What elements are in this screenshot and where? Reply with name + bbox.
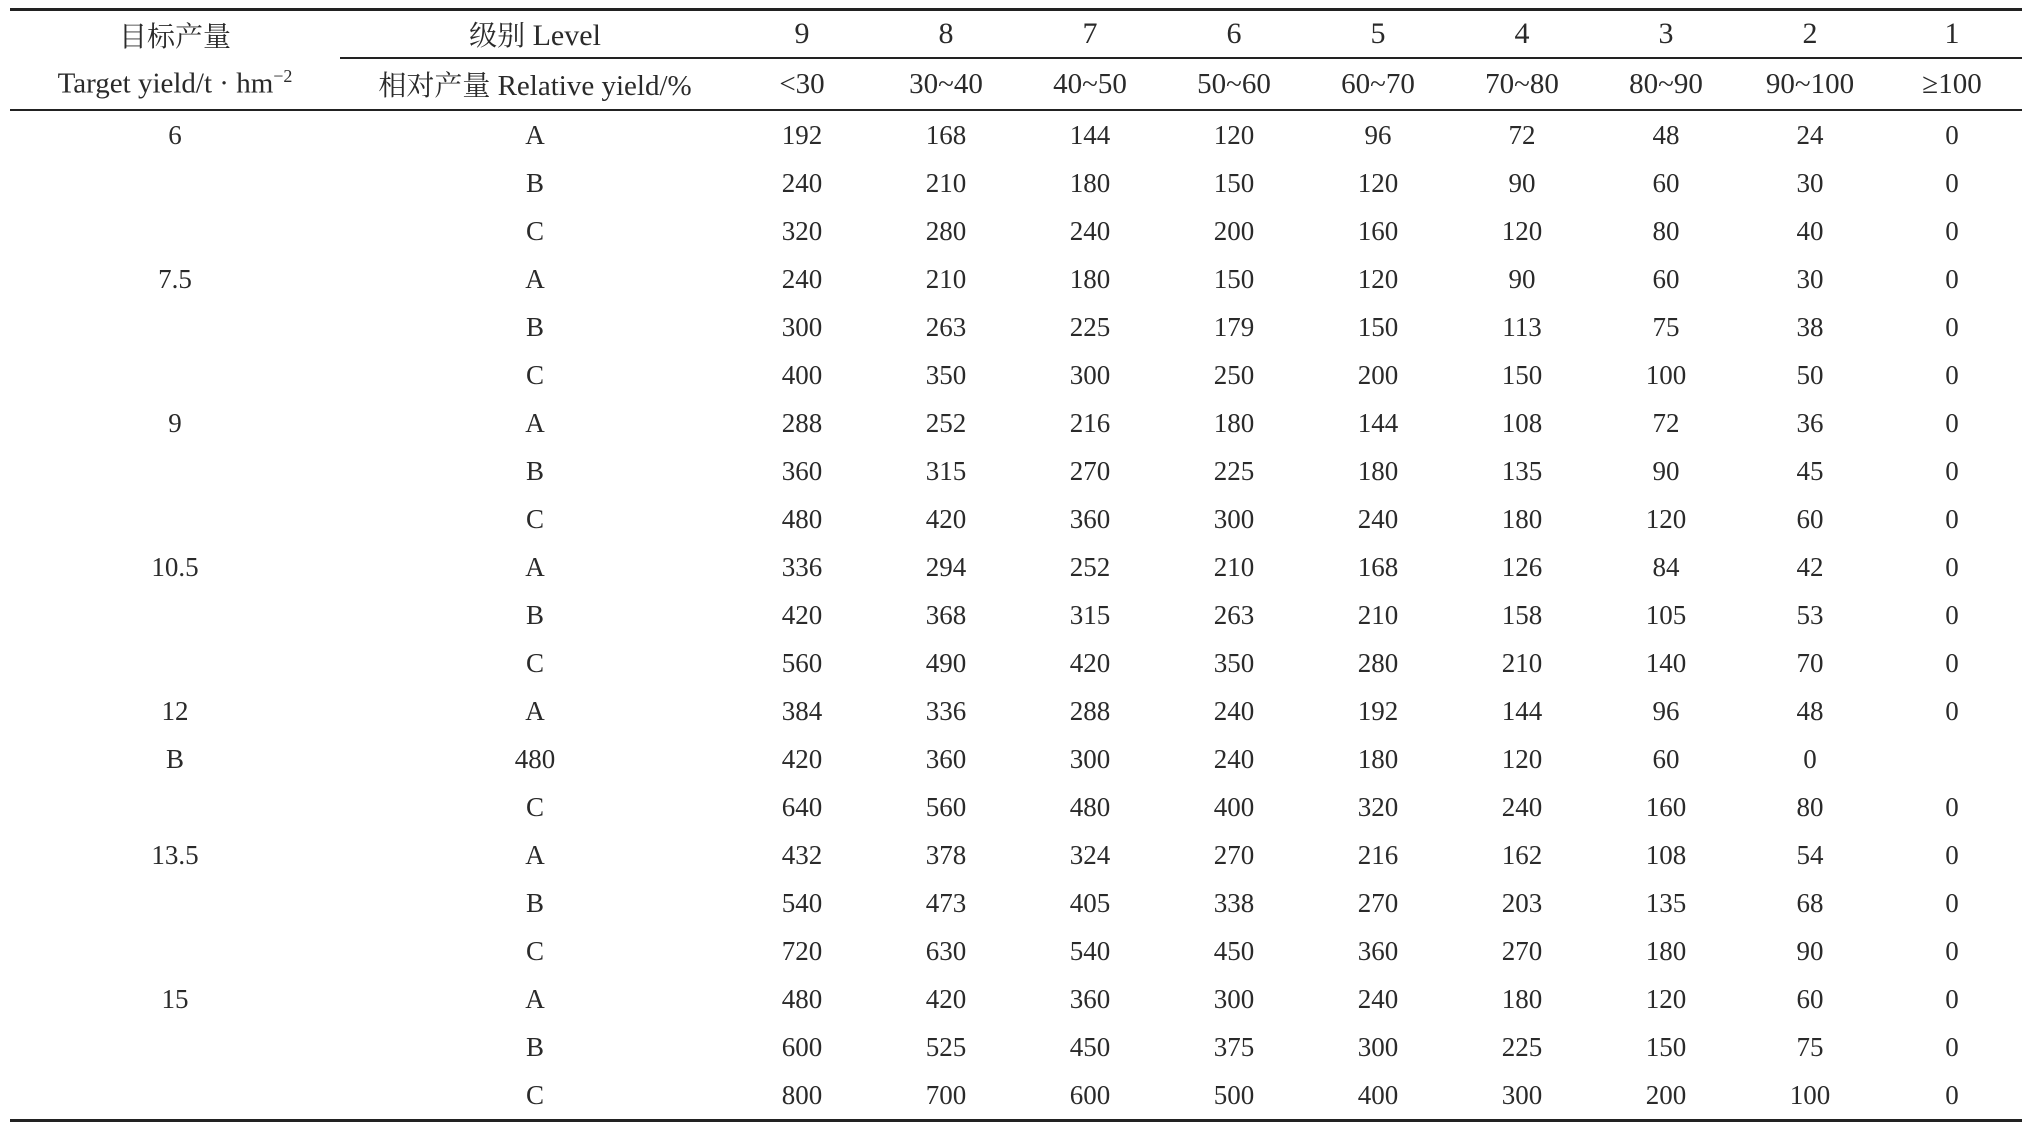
value-cell: 90 (1652, 455, 1680, 486)
target-yield-cell (10, 447, 340, 495)
value-cell: 480 (781, 983, 823, 1014)
table-row (10, 543, 2022, 591)
value-cell: 144 (1357, 407, 1399, 438)
target-yield-cell (10, 591, 340, 639)
level-cn-label: 级别 (469, 19, 526, 52)
target-yield-cell: 13.5 (151, 839, 199, 870)
value-cell: 420 (781, 599, 823, 630)
value-cell: 90 (1508, 167, 1536, 198)
table-row (10, 591, 2022, 639)
grade-cell: B (525, 167, 544, 198)
value-cell: 96 (1652, 695, 1680, 726)
grade-cell: A (525, 551, 545, 582)
value-cell: 200 (1213, 215, 1255, 246)
value-cell: 378 (925, 839, 967, 870)
value-cell: 270 (1501, 935, 1543, 966)
value-cell: 720 (781, 935, 823, 966)
value-cell: 50 (1796, 359, 1824, 390)
value-cell: 270 (1213, 839, 1255, 870)
value-cell: 42 (1796, 551, 1824, 582)
table-row (10, 1071, 2022, 1121)
range-col-8: 90~100 (1738, 58, 1882, 110)
target-yield-cell (10, 495, 340, 543)
grade-cell: A (525, 119, 545, 150)
value-cell: 180 (1645, 935, 1687, 966)
value-cell: 500 (1162, 1071, 1306, 1121)
target-yield-cell: 6 (168, 119, 182, 150)
value-cell: 180 (1357, 743, 1399, 774)
value-cell: 336 (781, 551, 823, 582)
value-cell: 38 (1796, 311, 1824, 342)
value-cell: 630 (925, 935, 967, 966)
range-col-2: 30~40 (874, 58, 1018, 110)
grade-cell: C (525, 647, 544, 678)
value-cell: 210 (1213, 551, 1255, 582)
level-col-5: 5 (1306, 10, 1450, 59)
target-yield-cell (10, 879, 340, 927)
value-cell: 158 (1501, 599, 1543, 630)
value-cell: 700 (874, 1071, 1018, 1121)
value-cell: 240 (1213, 695, 1255, 726)
value-cell: 108 (1501, 407, 1543, 438)
value-cell: 0 (1945, 1031, 1959, 1062)
value-cell: 240 (1213, 743, 1255, 774)
value-cell: 0 (1945, 311, 1959, 342)
value-cell: 0 (1945, 119, 1959, 150)
value-cell: 216 (1069, 407, 1111, 438)
value-cell: 140 (1645, 647, 1687, 678)
header-row-relative-yield (10, 58, 2022, 110)
value-cell: 288 (781, 407, 823, 438)
grade-cell: C (525, 215, 544, 246)
level-col-8: 8 (874, 10, 1018, 59)
value-cell: 160 (1357, 215, 1399, 246)
grade-cell: A (525, 695, 545, 726)
value-cell: 263 (925, 311, 967, 342)
value-cell: 360 (925, 743, 967, 774)
range-col-3: 40~50 (1018, 58, 1162, 110)
value-cell: 0 (1945, 887, 1959, 918)
value-cell: 420 (925, 983, 967, 1014)
header-target-yield-cn (10, 10, 340, 59)
target-yield-cell (10, 207, 340, 255)
level-col-7: 7 (1018, 10, 1162, 59)
header-relative-yield (340, 58, 730, 110)
target-yield-cell (10, 927, 340, 975)
value-cell: 192 (781, 119, 823, 150)
value-cell: 180 (1357, 455, 1399, 486)
grade-cell: C (525, 359, 544, 390)
value-cell: 120 (1357, 167, 1399, 198)
value-cell: 60 (1796, 503, 1824, 534)
value-cell: 294 (925, 551, 967, 582)
value-cell: 96 (1364, 119, 1392, 150)
value-cell: 280 (925, 215, 967, 246)
value-cell: 0 (1803, 743, 1817, 774)
value-cell: 384 (781, 695, 823, 726)
table-row (10, 1023, 2022, 1071)
value-cell: 600 (781, 1031, 823, 1062)
grade-cell: 480 (514, 743, 556, 774)
value-cell: 105 (1645, 599, 1687, 630)
value-cell: 473 (925, 887, 967, 918)
value-cell: 420 (1069, 647, 1111, 678)
value-cell: 200 (1357, 359, 1399, 390)
grade-cell: A (525, 407, 545, 438)
value-cell: 0 (1945, 839, 1959, 870)
value-cell: 420 (925, 503, 967, 534)
value-cell: 360 (1069, 983, 1111, 1014)
value-cell: 0 (1945, 455, 1959, 486)
table-body (10, 10, 2022, 1121)
fertilizer-table (10, 8, 2022, 1122)
value-cell: 210 (1501, 647, 1543, 678)
table-row (10, 110, 2022, 159)
table-row (10, 975, 2022, 1023)
target-yield-cell (10, 639, 340, 687)
range-col-4: 50~60 (1162, 58, 1306, 110)
value-cell: 240 (1357, 503, 1399, 534)
value-cell: 75 (1796, 1031, 1824, 1062)
value-cell: 210 (925, 263, 967, 294)
value-cell: 160 (1645, 791, 1687, 822)
value-cell: 54 (1796, 839, 1824, 870)
level-en-label: Level (532, 19, 601, 52)
value-cell: 560 (781, 647, 823, 678)
value-cell: 540 (1069, 935, 1111, 966)
value-cell: 315 (925, 455, 967, 486)
value-cell: 135 (1501, 455, 1543, 486)
value-cell: 40 (1796, 215, 1824, 246)
value-cell: 0 (1945, 167, 1959, 198)
value-cell: 0 (1945, 503, 1959, 534)
table-row (10, 687, 2022, 735)
value-cell: 560 (925, 791, 967, 822)
value-cell: 0 (1945, 983, 1959, 1014)
value-cell: 420 (781, 743, 823, 774)
value-cell: 180 (1501, 503, 1543, 534)
value-cell: 0 (1945, 407, 1959, 438)
target-yield-cell: 10.5 (151, 551, 199, 582)
value-cell: 540 (781, 887, 823, 918)
grade-cell: A (525, 983, 545, 1014)
value-cell: 24 (1796, 119, 1824, 150)
range-col-9: ≥100 (1882, 58, 2022, 110)
value-cell: 250 (1213, 359, 1255, 390)
value-cell: 300 (1069, 359, 1111, 390)
relative-yield-cn-label: 相对产量 (378, 69, 491, 102)
table-row (10, 351, 2022, 399)
value-cell: 320 (781, 215, 823, 246)
table-row (10, 447, 2022, 495)
value-cell: 640 (781, 791, 823, 822)
table-row (10, 495, 2022, 543)
value-cell: 800 (730, 1071, 874, 1121)
value-cell: 179 (1213, 311, 1255, 342)
target-yield-cell: 15 (161, 983, 189, 1014)
grade-cell: B (525, 311, 544, 342)
value-cell: 300 (1213, 503, 1255, 534)
value-cell: 150 (1645, 1031, 1687, 1062)
value-cell: 168 (1357, 551, 1399, 582)
level-col-4: 4 (1450, 10, 1594, 59)
value-cell: 113 (1502, 311, 1542, 342)
value-cell: 263 (1213, 599, 1255, 630)
level-col-2: 2 (1738, 10, 1882, 59)
table-row (10, 735, 2022, 783)
value-cell: 60 (1652, 167, 1680, 198)
value-cell: 240 (1357, 983, 1399, 1014)
value-cell: 180 (1501, 983, 1543, 1014)
value-cell: 0 (1945, 359, 1959, 390)
value-cell: 270 (1069, 455, 1111, 486)
value-cell: 240 (781, 263, 823, 294)
range-col-5: 60~70 (1306, 58, 1450, 110)
value-cell: 360 (1069, 503, 1111, 534)
value-cell: 480 (781, 503, 823, 534)
table-row (10, 303, 2022, 351)
value-cell: 240 (1069, 215, 1111, 246)
value-cell: 400 (781, 359, 823, 390)
value-cell: 180 (1213, 407, 1255, 438)
value-cell: 53 (1796, 599, 1824, 630)
value-cell: 60 (1652, 263, 1680, 294)
value-cell: 338 (1213, 887, 1255, 918)
value-cell: 480 (1069, 791, 1111, 822)
value-cell: 72 (1508, 119, 1536, 150)
value-cell: 0 (1945, 935, 1959, 966)
value-cell: 80 (1796, 791, 1824, 822)
value-cell (1882, 735, 2022, 783)
target-yield-cell (10, 783, 340, 831)
level-col-9: 9 (730, 10, 874, 59)
level-col-6: 6 (1162, 10, 1306, 59)
value-cell: 240 (781, 167, 823, 198)
target-yield-cell (10, 351, 340, 399)
value-cell: 0 (1882, 1071, 2022, 1121)
value-cell: 30 (1796, 167, 1824, 198)
target-yield-en-label: Target yield/t · hm (57, 67, 274, 100)
value-cell: 375 (1213, 1031, 1255, 1062)
value-cell: 225 (1501, 1031, 1543, 1062)
table-row (10, 207, 2022, 255)
value-cell: 0 (1945, 791, 1959, 822)
range-col-1: <30 (730, 58, 874, 110)
table-row (10, 879, 2022, 927)
value-cell: 150 (1213, 263, 1255, 294)
value-cell: 252 (925, 407, 967, 438)
table-row (10, 255, 2022, 303)
value-cell: 168 (925, 119, 967, 150)
grade-cell: C (525, 935, 544, 966)
target-yield-cell (10, 1023, 340, 1071)
value-cell: 72 (1652, 407, 1680, 438)
value-cell: 48 (1796, 695, 1824, 726)
value-cell: 252 (1069, 551, 1111, 582)
header-row-level (10, 10, 2022, 59)
table-row (10, 831, 2022, 879)
target-yield-cn-label: 目标产量 (118, 19, 231, 53)
value-cell: 216 (1357, 839, 1399, 870)
value-cell: 0 (1945, 215, 1959, 246)
value-cell: 36 (1796, 407, 1824, 438)
level-col-3: 3 (1594, 10, 1738, 59)
value-cell: 60 (1796, 983, 1824, 1014)
value-cell: 126 (1501, 551, 1543, 582)
value-cell: 150 (1501, 359, 1543, 390)
table-row (10, 399, 2022, 447)
value-cell: 100 (1645, 359, 1687, 390)
value-cell: 0 (1945, 647, 1959, 678)
table-row (10, 159, 2022, 207)
value-cell: 280 (1357, 647, 1399, 678)
target-yield-cell: 12 (161, 695, 189, 726)
value-cell: 200 (1594, 1071, 1738, 1121)
relative-yield-en-label: Relative yield/% (497, 70, 692, 102)
value-cell: 360 (1357, 935, 1399, 966)
value-cell: 288 (1069, 695, 1111, 726)
value-cell: 0 (1945, 551, 1959, 582)
target-yield-cell (10, 1071, 340, 1121)
value-cell: 100 (1738, 1071, 1882, 1121)
value-cell: 450 (1213, 935, 1255, 966)
value-cell: 400 (1213, 791, 1255, 822)
value-cell: 300 (1357, 1031, 1399, 1062)
value-cell: 0 (1945, 599, 1959, 630)
value-cell: 45 (1796, 455, 1824, 486)
value-cell: 150 (1213, 167, 1255, 198)
value-cell: 144 (1069, 119, 1111, 150)
value-cell: 324 (1069, 839, 1111, 870)
value-cell: 84 (1652, 551, 1680, 582)
value-cell: 600 (1018, 1071, 1162, 1121)
grade-cell: B (525, 887, 544, 918)
value-cell: 150 (1357, 311, 1399, 342)
value-cell: 210 (925, 167, 967, 198)
value-cell: 400 (1306, 1071, 1450, 1121)
value-cell: 450 (1069, 1031, 1111, 1062)
value-cell: 203 (1501, 887, 1543, 918)
value-cell: 300 (1213, 983, 1255, 1014)
table-row (10, 927, 2022, 975)
value-cell: 240 (1501, 791, 1543, 822)
grade-cell: C (525, 503, 544, 534)
range-col-7: 80~90 (1594, 58, 1738, 110)
value-cell: 525 (925, 1031, 967, 1062)
value-cell: 490 (925, 647, 967, 678)
value-cell: 350 (1213, 647, 1255, 678)
value-cell: 336 (925, 695, 967, 726)
value-cell: 180 (1069, 167, 1111, 198)
target-yield-cell: B (165, 743, 184, 774)
value-cell: 0 (1945, 263, 1959, 294)
header-target-yield-en (10, 58, 340, 110)
grade-cell: B (525, 455, 544, 486)
value-cell: 90 (1796, 935, 1824, 966)
value-cell: 315 (1069, 599, 1111, 630)
value-cell: 225 (1069, 311, 1111, 342)
value-cell: 0 (1945, 695, 1959, 726)
target-yield-cell: 9 (168, 407, 182, 438)
target-yield-cell (10, 159, 340, 207)
level-col-1: 1 (1882, 10, 2022, 59)
value-cell: 90 (1508, 263, 1536, 294)
grade-cell: B (525, 1031, 544, 1062)
value-cell: 300 (781, 311, 823, 342)
value-cell: 120 (1213, 119, 1255, 150)
grade-cell: B (525, 599, 544, 630)
value-cell: 192 (1357, 695, 1399, 726)
value-cell: 300 (1069, 743, 1111, 774)
value-cell: 60 (1652, 743, 1680, 774)
value-cell: 120 (1645, 983, 1687, 1014)
range-col-6: 70~80 (1450, 58, 1594, 110)
grade-cell: A (525, 263, 545, 294)
value-cell: 144 (1501, 695, 1543, 726)
target-yield-cell: 7.5 (158, 263, 192, 294)
target-yield-unit-sup: −2 (273, 66, 293, 87)
value-cell: 75 (1652, 311, 1680, 342)
value-cell: 120 (1645, 503, 1687, 534)
value-cell: 108 (1645, 839, 1687, 870)
value-cell: 135 (1645, 887, 1687, 918)
header-level (340, 10, 730, 59)
value-cell: 80 (1652, 215, 1680, 246)
target-yield-cell (10, 303, 340, 351)
value-cell: 120 (1357, 263, 1399, 294)
value-cell: 48 (1652, 119, 1680, 150)
value-cell: 225 (1213, 455, 1255, 486)
value-cell: 68 (1796, 887, 1824, 918)
value-cell: 405 (1069, 887, 1111, 918)
table-row (10, 639, 2022, 687)
value-cell: 270 (1357, 887, 1399, 918)
value-cell: 320 (1357, 791, 1399, 822)
value-cell: 360 (781, 455, 823, 486)
value-cell: 210 (1357, 599, 1399, 630)
value-cell: 432 (781, 839, 823, 870)
value-cell: 120 (1501, 743, 1543, 774)
value-cell: 368 (925, 599, 967, 630)
value-cell: 30 (1796, 263, 1824, 294)
table-row (10, 783, 2022, 831)
value-cell: 162 (1501, 839, 1543, 870)
grade-cell: A (525, 839, 545, 870)
value-cell: 120 (1501, 215, 1543, 246)
grade-cell: C (525, 791, 544, 822)
grade-cell: C (340, 1071, 730, 1121)
value-cell: 350 (925, 359, 967, 390)
value-cell: 300 (1450, 1071, 1594, 1121)
value-cell: 70 (1796, 647, 1824, 678)
value-cell: 180 (1069, 263, 1111, 294)
